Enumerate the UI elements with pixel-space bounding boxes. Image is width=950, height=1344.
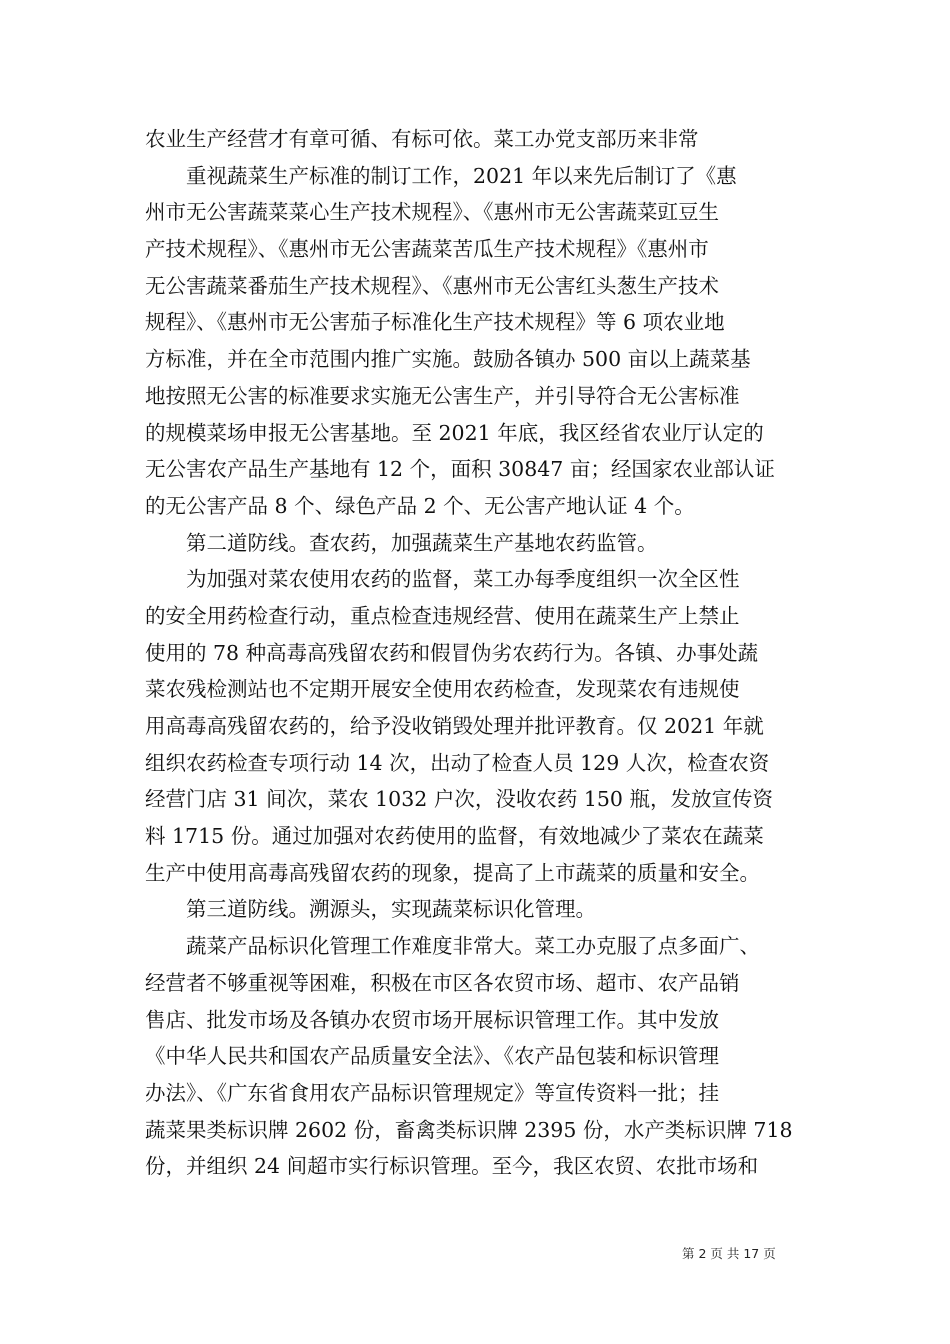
text-line: 蔬菜产品标识化管理工作难度非常大。菜工办克服了点多面广、 bbox=[186, 934, 760, 959]
text-line: 无公害农产品生产基地有 12 个，面积 30847 亩；经国家农业部认证 bbox=[145, 457, 775, 482]
text-line: 的规模菜场申报无公害基地。至 2021 年底，我区经省农业厅认定的 bbox=[145, 420, 764, 445]
text-line: 料 1715 份。通过加强对农药使用的监督，有效地减少了菜农在蔬菜 bbox=[145, 824, 764, 849]
page-number-footer: 第 2 页 共 17 页 bbox=[682, 1246, 776, 1261]
text-line: 份，并组织 24 间超市实行标识管理。至今，我区农贸、农批市场和 bbox=[145, 1154, 759, 1179]
text-line: 地按照无公害的标准要求实施无公害生产，并引导符合无公害标准 bbox=[145, 383, 740, 408]
text-line: 用高毒高残留农药的，给予没收销毁处理并批评教育。仅 2021 年就 bbox=[145, 714, 764, 738]
text-line: 州市无公害蔬菜菜心生产技术规程》、《惠州市无公害蔬菜豇豆生 bbox=[145, 200, 719, 225]
text-line: 产技术规程》、《惠州市无公害蔬菜苦瓜生产技术规程》《惠州市 bbox=[145, 237, 709, 262]
text-line: 经营门店 31 间次，菜农 1032 户次，没收农药 150 瓶，发放宣传资 bbox=[145, 787, 773, 812]
text-line: 方标准，并在全市范围内推广实施。鼓励各镇办 500 亩以上蔬菜基 bbox=[145, 347, 751, 372]
text-line: 重视蔬菜生产标准的制订工作，2021 年以来先后制订了《惠 bbox=[186, 163, 737, 188]
text-line: 规程》、《惠州市无公害茄子标准化生产技术规程》等 6 项农业地 bbox=[145, 310, 725, 335]
text-line: 的安全用药检查行动，重点检查违规经营、使用在蔬菜生产上禁止 bbox=[145, 603, 740, 628]
text-line: 售店、批发市场及各镇办农贸市场开展标识管理工作。其中发放 bbox=[145, 1007, 719, 1032]
section-heading-line: 第二道防线。查农药，加强蔬菜生产基地农药监管。 bbox=[186, 530, 658, 555]
text-line: 生产中使用高毒高残留农药的现象，提高了上市蔬菜的质量和安全。 bbox=[145, 860, 760, 885]
text-line: 农业生产经营才有章可循、有标可依。菜工办党支部历来非常 bbox=[145, 127, 699, 151]
text-line: 菜农残检测站也不定期开展安全使用农药检查，发现菜农有违规使 bbox=[145, 677, 740, 702]
text-line: 的无公害产品 8 个、绿色产品 2 个、无公害产地认证 4 个。 bbox=[145, 493, 695, 518]
text-line: 无公害蔬菜番茄生产技术规程》、《惠州市无公害红头葱生产技术 bbox=[145, 273, 719, 298]
text-line: 为加强对菜农使用农药的监督，菜工办每季度组织一次全区性 bbox=[186, 567, 740, 592]
text-line: 《中华人民共和国农产品质量安全法》、《农产品包装和标识管理 bbox=[145, 1044, 719, 1069]
text-line: 办法》、《广东省食用农产品标识管理规定》等宣传资料一批；挂 bbox=[145, 1080, 719, 1105]
text-line: 组织农药检查专项行动 14 次，出动了检查人员 129 人次，检查农资 bbox=[145, 750, 770, 775]
section-heading-line: 第三道防线。溯源头，实现蔬菜标识化管理。 bbox=[186, 897, 596, 922]
text-line: 经营者不够重视等困难，积极在市区各农贸市场、超市、农产品销 bbox=[145, 970, 740, 995]
body-text bbox=[145, 121, 807, 1185]
text-line: 使用的 78 种高毒高残留农药和假冒伪劣农药行为。各镇、办事处蔬 bbox=[145, 640, 759, 665]
text-line: 蔬菜果类标识牌 2602 份，畜禽类标识牌 2395 份，水产类标识牌 718 bbox=[145, 1117, 793, 1142]
